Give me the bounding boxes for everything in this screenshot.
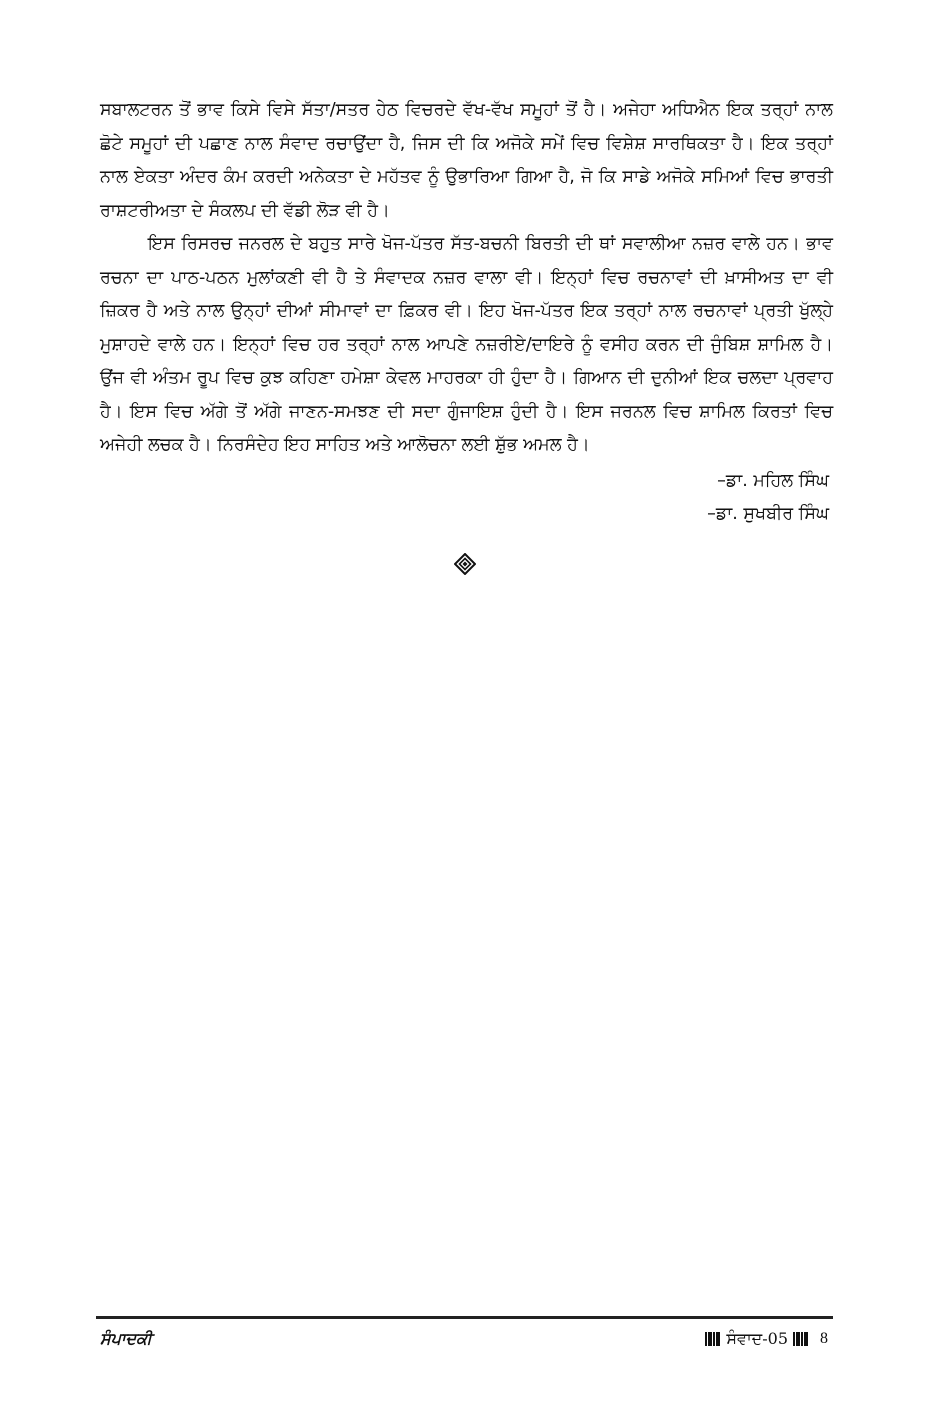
signature-block — [100, 465, 833, 532]
signature-mahil-singh: –ਡਾ. ਮਹਿਲ ਸਿੰਘ — [717, 470, 829, 491]
footer-divider — [96, 1316, 833, 1319]
page-footer — [100, 1326, 828, 1352]
diamond-ornament-icon — [454, 553, 476, 575]
footer-journal-info — [700, 1326, 828, 1352]
signature-sukhbir-singh: –ਡਾ. ਸੁਖਬੀਰ ਸਿੰਘ — [707, 504, 829, 524]
article-body — [100, 94, 833, 532]
barcode-mark-icon — [705, 1332, 721, 1346]
barcode-mark-icon — [793, 1332, 809, 1346]
footer-journal-name: ਸੰਵਾਦ-05 — [726, 1329, 788, 1348]
paragraph-2: ਇਸ ਰਿਸਰਚ ਜਨਰਲ ਦੇ ਬਹੁਤ ਸਾਰੇ ਖੋਜ-ਪੱਤਰ ਸੱਤ-ਬਚਨੀ ਬਿਰਤੀ ਦੀ ਥਾਂ ਸਵਾਲੀਆ ਨਜ਼ਰ ਵਾਲੇ ਹਨ। ਭਾਵ ਰਚਨਾ ਦਾ ਪਾਠ-ਪਠਨ ਮੁਲਾਂਕਣੀ ਵੀ ਹੈ ਤੇ ਸੰਵਾਦਕ ਨਜ਼ਰ ਵਾਲਾ ਵੀ। ਇਨ੍ਹਾਂ ਵਿਚ ਰਚਨਾਵਾਂ ਦੀ ਖ਼ਾਸੀਅਤ ਦਾ ਵੀ ਜ਼ਿਕਰ ਹੈ ਅਤੇ ਨਾਲ ਉਨ੍ਹਾਂ ਦੀਆਂ ਸੀਮਾਵਾਂ ਦਾ ਫ਼ਿਕਰ ਵੀ। ਇਹ ਖੋਜ-ਪੱਤਰ ਇਕ ਤਰ੍ਹਾਂ ਨਾਲ ਰਚਨਾਵਾਂ ਪ੍ਰਤੀ ਖੁੱਲ੍ਹੇ ਮੁਸ਼ਾਹਦੇ ਵਾਲੇ ਹਨ। ਇਨ੍ਹਾਂ ਵਿਚ ਹਰ ਤਰ੍ਹਾਂ ਨਾਲ ਆਪਣੇ ਨਜ਼ਰੀਏ/ਦਾਇਰੇ ਨੂੰ ਵਸੀਹ ਕਰਨ ਦੀ ਜੁੰਬਿਸ਼ ਸ਼ਾਮਿਲ ਹੈ। ਉਂਜ ਵੀ ਅੰਤਮ ਰੂਪ ਵਿਚ ਕੁਝ ਕਹਿਣਾ ਹਮੇਸ਼ਾ ਕੇਵਲ ਮਾਹਰਕਾ ਹੀ ਹੁੰਦਾ ਹੈ। ਗਿਆਨ ਦੀ ਦੁਨੀਆਂ ਇਕ ਚਲਦਾ ਪ੍ਰਵਾਹ ਹੈ। ਇਸ ਵਿਚ ਅੱਗੇ ਤੋਂ ਅੱਗੇ ਜਾਣਨ-ਸਮਝਣ ਦੀ ਸਦਾ ਗੁੰਜਾਇਸ਼ ਹੁੰਦੀ ਹੈ। ਇਸ ਜਰਨਲ ਵਿਚ ਸ਼ਾਮਿਲ ਕਿਰਤਾਂ ਵਿਚ ਅਜੇਹੀ ਲਚਕ ਹੈ। ਨਿਰਸੰਦੇਹ ਇਹ ਸਾਹਿਤ ਅਤੇ ਆਲੋਚਨਾ ਲਈ ਸ਼ੁੱਭ ਅਮਲ ਹੈ। — [100, 234, 833, 455]
footer-section-label: ਸੰਪਾਦਕੀ — [100, 1329, 152, 1348]
paragraph-1: ਸਬਾਲਟਰਨ ਤੋਂ ਭਾਵ ਕਿਸੇ ਵਿਸੇ ਸੱਤਾ/ਸਤਰ ਹੇਠ ਵਿਚਰਦੇ ਵੱਖ-ਵੱਖ ਸਮੂਹਾਂ ਤੋਂ ਹੈ। ਅਜੇਹਾ ਅਧਿਐਨ ਇਕ ਤਰ੍ਹਾਂ ਨਾਲ ਛੋਟੇ ਸਮੂਹਾਂ ਦੀ ਪਛਾਣ ਨਾਲ ਸੰਵਾਦ ਰਚਾਉਂਦਾ ਹੈ, ਜਿਸ ਦੀ ਕਿ ਅਜੋਕੇ ਸਮੇਂ ਵਿਚ ਵਿਸ਼ੇਸ਼ ਸਾਰਥਿਕਤਾ ਹੈ। ਇਕ ਤਰ੍ਹਾਂ ਨਾਲ ਏਕਤਾ ਅੰਦਰ ਕੰਮ ਕਰਦੀ ਅਨੇਕਤਾ ਦੇ ਮਹੱਤਵ ਨੂੰ ਉਭਾਰਿਆ ਗਿਆ ਹੈ, ਜੋ ਕਿ ਸਾਡੇ ਅਜੋਕੇ ਸਮਿਆਂ ਵਿਚ ਭਾਰਤੀ ਰਾਸ਼ਟਰੀਅਤਾ ਦੇ ਸੰਕਲਪ ਦੀ ਵੱਡੀ ਲੋੜ ਵੀ ਹੈ। — [100, 100, 833, 221]
page-number: 8 — [820, 1330, 828, 1347]
